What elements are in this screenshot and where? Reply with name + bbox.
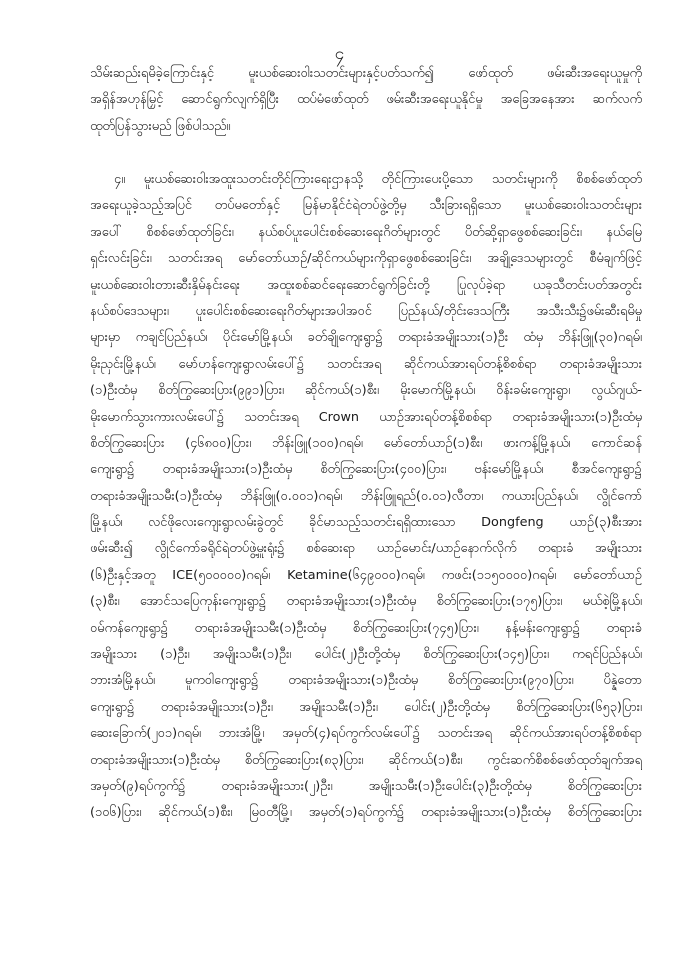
text-line: (၁)ဦးထံမှ စိတ်ကြွဆေးပြား(၉၉၁)ပြား၊ ဆိုင်ကယ်(၁)စီး၊ မိုးမောက်မြို့နယ်၊ ဝိန်းခမ်းကျေးရွာ၊ လွယ်ဂျယ်- [90, 383, 642, 399]
text-line: သိမ်းဆည်းရမိခဲ့ကြောင်းနှင့် မူးယစ်ဆေးဝါးသတင်းများနှင့်ပတ်သက်၍ ဖော်ထုတ် ဖမ်းဆီးအရေးယူမှုကို [90, 66, 642, 81]
text-line: မြို့နယ်၊ လင်ဖိုလေးကျေးရွာလမ်းခွဲတွင် ခိုင်မာသည့်သတင်းရရှိထားသော Dongfeng ယာဉ်(၃)စီးအား [90, 515, 642, 531]
text-line: တရားခံအမျိုးသား(၁)ဦးထံမှ စိတ်ကြွဆေးပြား(၈၃)ပြား၊ ဆိုင်ကယ်(၁)စီး၊ ကွင်းဆက်စိစစ်ဖော်ထုတ်ချက်အရ [90, 752, 642, 768]
text-line: ဝမ်ကန်ကျေးရွာ၌ တရားခံအမျိုးသမီး(၁)ဦးထံမှ စိတ်ကြွဆေးပြား(၇၄၅)ပြား၊ နန့်မန်းကျေးရွာ၌ တရားခံ [90, 620, 642, 636]
text-line: များမှာ ကချင်ပြည်နယ်၊ ပိုင်းမော်မြို့နယ်၊ ခတ်ချိုကျေးရွာ၌ တရားခံအမျိုးသား(၁)ဦး ထံမှ ဘိန်းဖြူ(၃၀)ဂရမ်၊ [90, 330, 642, 346]
text-line: နယ်စပ်ဒေသများ၊ ပူးပေါင်းစစ်ဆေးရေးဂိတ်များအပါအဝင် ပြည်နယ်/တိုင်းဒေသကြီး အသီးသီး၌ဖမ်းဆီးရမိမှု [90, 303, 642, 319]
text-line: ကျေးရွာ၌ တရားခံအမျိုးသား(၁)ဦးထံမှ စိတ်ကြွဆေးပြား(၄၀၀)ပြား၊ ဗန်းမော်မြို့နယ်၊ စီအင်ကျေးရွာ၌ [90, 462, 642, 478]
text-line: ကျေးရွာ၌ တရားခံအမျိုးသား(၁)ဦး၊ အမျိုးသမီး(၁)ဦး၊ ပေါင်း(၂)ဦးတို့ထံမှ စိတ်ကြွဆေးပြား(၆၅၃)ပြား၊ [90, 699, 642, 715]
paragraph-section-4 [90, 167, 642, 880]
text-line: ထုတ်ပြန်သွားမည် ဖြစ်ပါသည်။ [90, 118, 231, 134]
text-line [90, 853, 642, 879]
text-line: တရားခံအမျိုးသမီး(၁)ဦးထံမှ ဘိန်းဖြူ(၀.၀၀၁)ဂရမ်၊ ဘိန်းဖြူရည်(၀.၀၁)လီတာ၊ ကယားပြည်နယ်၊ လွိုင်ကော် [90, 488, 642, 504]
text-line: အမှတ်(၉)ရပ်ကွက်၌ တရားခံအမျိုးသား(၂)ဦး၊ အမျိုးသမီး(၁)ဦးပေါင်း(၃)ဦးတို့ထံမှ စိတ်ကြွဆေးပြား [90, 778, 642, 794]
text-line: မိုးညှင်းမြို့နယ်၊ မော်ဟန်ကျေးရွာလမ်းပေါ်၌ သတင်းအရ ဆိုင်ကယ်အားရပ်တန့်စိစစ်ရာ တရားခံအမျိုးသား [90, 356, 642, 372]
text-line: အပေါ် စိစစ်ဖော်ထုတ်ခြင်း၊ နယ်စပ်ပူးပေါင်းစစ်ဆေးရေးဂိတ်များတွင် ပိတ်ဆို့ရှာဖွေစစ်ဆေးခြင်း၊ နယ်မြေ [90, 224, 642, 240]
text-line: အရှိန်အဟုန်မြှင့် ဆောင်ရွက်လျက်ရှိပြီး ထပ်မံဖော်ထုတ် ဖမ်းဆီးအရေးယူနိုင်မှု အခြေအနေအား ဆက်လက် [90, 92, 642, 108]
text-line: ဖမ်းဆီး၍ လွိုင်ကော်ခရိုင်ရဲတပ်ဖွဲ့မှူးရုံး၌ စစ်ဆေးရာ ယာဉ်မောင်း/ယာဉ်နောက်လိုက် တရားခံ အမျိုးသား [90, 541, 642, 557]
text-line: ရှင်းလင်းခြင်း၊ သတင်းအရ မော်တော်ယာဉ်/ဆိုင်ကယ်များကိုရှာဖွေစစ်ဆေးခြင်း၊ အချို့ဒေသများတွင် စီမံချက်ဖြင့် [90, 251, 642, 267]
paragraph-intro [90, 61, 642, 140]
text-line: ဘားအံမြို့နယ်၊ မူကဝါကျေးရွာ၌ တရားခံအမျိုးသား(၁)ဦးထံမှ စိတ်ကြွဆေးပြား(၉၇၀)ပြား၊ ပိန္နဲတော [90, 673, 642, 689]
text-line: မိုးမောက်သွားကားလမ်းပေါ်၌ သတင်းအရ Crown ယာဉ်အားရပ်တန့်စိစစ်ရာ တရားခံအမျိုးသား(၁)ဦးထံမှ [90, 409, 642, 425]
text-line: မူးယစ်ဆေးဝါးတားဆီးနှိမ်နင်းရေး အထူးစစ်ဆင်ရေးဆောင်ရွက်ခြင်းတို့ ပြုလုပ်ခဲ့ရာ ယခုသီတင်းပတ်အတွင်း [90, 277, 642, 293]
text-line: ဆေးခြောက်(၂၀၁)ဂရမ်၊ ဘားအံမြို့၊ အမှတ်(၄)ရပ်ကွက်လမ်းပေါ်၌ သတင်းအရ ဆိုင်ကယ်အားရပ်တန့်စိစစ်ရာ [90, 726, 642, 742]
text-line: အရေးယူခဲ့သည့်အပြင် တပ်မတော်နှင့် မြန်မာနိုင်ငံရဲတပ်ဖွဲ့တို့မှ သီးခြားရရှိသော မူးယစ်ဆေးဝါးသတင်းများ [90, 198, 642, 214]
text-line: ၄။ မူးယစ်ဆေးဝါးအထူးသတင်းတိုင်ကြားရေးဌာနသို့ တိုင်ကြားပေးပို့သော သတင်းများကို စိစစ်ဖော်ထုတ် [114, 172, 642, 187]
text-line: အမျိုးသား (၁)ဦး၊ အမျိုးသမီး(၁)ဦး၊ ပေါင်း(၂)ဦးတို့ထံမှ စိတ်ကြွဆေးပြား(၁၄၅)ပြား၊ ကရင်ပြည်နယ်၊ [90, 647, 642, 663]
page-number: ၄ [334, 44, 345, 64]
text-line: စိတ်ကြွဆေးပြား (၄၆၈၀၀)ပြား၊ ဘိန်းဖြူ(၁၀၀)ဂရမ်၊ မော်တော်ယာဉ်(၁)စီး၊ ဖားကန့်မြို့နယ်၊ ကောင်ဆန် [90, 435, 642, 451]
text-line: (၁၀၆)ပြား၊ ဆိုင်ကယ်(၁)စီး၊ မြဝတီမြို့၊ အမှတ်(၁)ရပ်ကွက်၌ တရားခံအမျိုးသား(၁)ဦးထံမှ စိတ်ကြွဆေးပြား [90, 805, 642, 821]
text-line [90, 827, 642, 853]
text-line: (၆)ဦးနှင့်အတူ ICE(၅၀၀၀၀၀)ဂရမ်၊ Ketamine(၆၄၉၀၀၀)ဂရမ်၊ ကဖင်း(၁၁၅၀၀၀၀)ဂရမ်၊ မော်တော်ယာဉ် [90, 567, 642, 583]
text-line: (၃)စီး၊ အောင်သပြေကုန်းကျေးရွာ၌ တရားခံအမျိုးသား(၁)ဦးထံမှ စိတ်ကြွဆေးပြား(၁၇၅)ပြား၊ မယ်စဲ့မြို့နယ်၊ [90, 594, 642, 610]
